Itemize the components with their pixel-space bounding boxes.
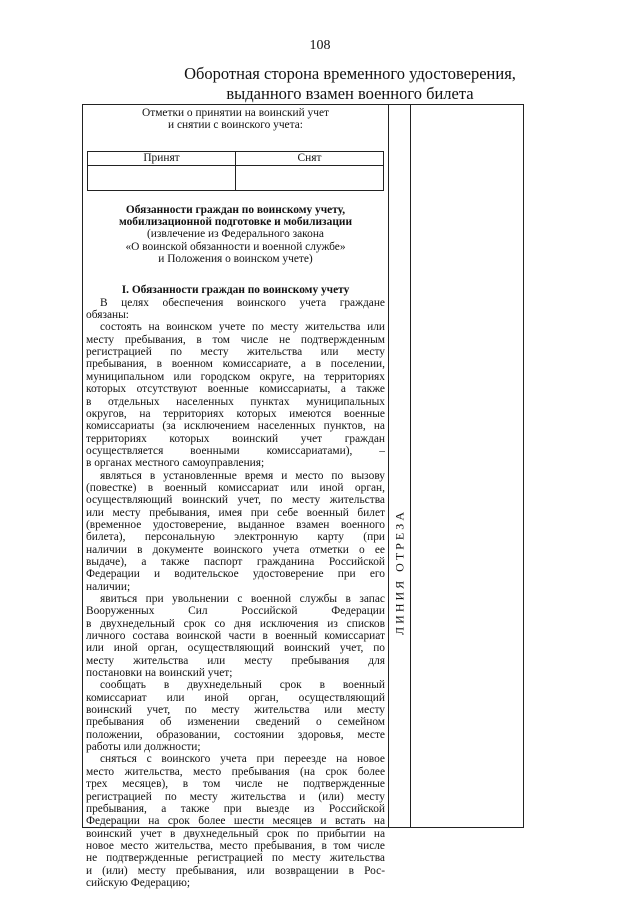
paragraph-line: явиться при увольнении с военной службы в запас (100, 593, 385, 605)
registration-marks-title (86, 107, 385, 132)
cut-column-right-border (410, 105, 411, 827)
duties-source-line-1: (извлечение из Федерального закона (147, 228, 324, 241)
duty-paragraph (86, 679, 385, 753)
duties-source-line-2: «О воинской обязанности и военной службе» (125, 240, 346, 253)
duty-paragraph (86, 753, 385, 889)
paragraph-line: осуществляется военными комиссариатами), – (86, 444, 385, 457)
paragraph-line: пребывания, в военном комиссариате, а в поселении, (86, 358, 385, 371)
document-frame (82, 104, 524, 889)
paragraph-line: или месту пребывания, имея при себе военный билет (86, 506, 385, 519)
page-heading (160, 64, 540, 104)
paragraph-line: (временное удостоверение, выданное взамен военного (86, 518, 385, 531)
paragraph-line: сийскую Федерацию; (86, 876, 191, 889)
paragraph-line: воинский учет, по месту жительства или месту (86, 704, 385, 717)
paragraph-line: пребывания, а также при выезде из Российской (86, 802, 385, 815)
registration-marks-table (87, 151, 384, 191)
paragraph-line: сняться с воинского учета при переезде на новое (100, 753, 385, 766)
paragraph-line: обязаны: (86, 309, 129, 322)
page-number: 108 (309, 38, 331, 53)
duties-title-line-1: Обязанности граждан по воинскому учету, (125, 203, 346, 216)
paragraph-line: регистрацией по месту жительства и (или) месту (86, 790, 385, 803)
paragraph-line: постановки на воинский учет; (86, 667, 233, 680)
paragraph-line: наличии в документе воинского учета отметки о ее (86, 543, 385, 556)
removed-entry-cell (236, 165, 384, 190)
paragraph-line: Федерации на срок более шести месяцев и встать на (86, 815, 385, 828)
paragraph-line: новое место жительства, место пребывания, в том числе (86, 839, 385, 852)
paragraph-line: Вооруженных Сил Российской Федерации (86, 605, 385, 618)
paragraph-line: округов, на территориях которых имеются военные (86, 407, 385, 420)
column-accepted-header: Принят (88, 151, 236, 165)
paragraph-line: выдаче), а также паспорт гражданина Российской (86, 555, 385, 568)
paragraph-line: и (или) месту пребывания, или возвращении в Рос- (86, 864, 385, 877)
paragraph-line: регистрацией по месту жительства или месту (86, 346, 385, 359)
paragraph-line: территориях которых воинский учет граждан (86, 432, 385, 445)
registration-marks-title-line-1: Отметки о принятии на воинский учет (142, 107, 329, 119)
duties-paragraphs (86, 297, 385, 890)
paragraph-line: В целях обеспечения воинского учета граждане (100, 296, 385, 309)
duties-heading (86, 204, 385, 266)
paragraph-line: месту пребывания, в том числе не подтвержденным (86, 333, 385, 346)
duty-paragraph (86, 470, 385, 593)
registration-marks-title-line-2: и снятии с воинского учета: (168, 119, 303, 132)
paragraph-line: месту жительства или месту пребывания для (86, 654, 385, 667)
paragraph-line: или иной орган, осуществляющий воинский учет, по (86, 642, 385, 655)
duty-paragraph (86, 321, 385, 469)
paragraph-line: билета), персональную электронную карту (при (86, 531, 385, 544)
paragraph-line: осуществляющий воинский учет, по месту жительства (86, 494, 385, 507)
paragraph-line: место жительства, место пребывания (на срок более (86, 765, 385, 778)
paragraph-line: не подтвержденные регистрацией по месту жительства (86, 852, 385, 865)
paragraph-line: трех месяцев), в том числе не подтвержденные (86, 778, 385, 791)
paragraph-line: которых отсутствуют военные комиссариаты, а также (86, 383, 385, 396)
duties-title-line-2: мобилизационной подготовке и мобилизации (118, 216, 353, 229)
paragraph-line: сообщать в двухнедельный срок в военный (100, 679, 385, 692)
paragraph-line: Федерации и водительское удостоверение при его (86, 568, 385, 581)
paragraph-line: в двухнедельный срок со дня исключения из списков (86, 617, 385, 630)
paragraph-line: пребывания об изменении сведений о семейном (86, 716, 385, 729)
paragraph-line: наличии; (86, 580, 131, 593)
paragraph-line: состоять на воинском учете по месту жительства или (100, 321, 385, 334)
column-removed-header: Снят (236, 151, 384, 165)
paragraph-line: (повестке) в военный комиссариат или иной орган, (86, 481, 385, 494)
paragraph-line: положении, образовании, состоянии здоровья, месте (86, 728, 385, 741)
paragraph-line: в органах местного самоуправления; (86, 457, 265, 470)
paragraph-line: воинский учет в двухнедельный срок по прибытии на (86, 827, 385, 840)
duty-paragraph (86, 297, 385, 322)
registration-marks-blank-row (88, 165, 384, 190)
paragraph-line: личного состава воинской части в военный комиссариат (86, 630, 385, 643)
paragraph-line: работы или должности; (86, 741, 201, 754)
registration-marks-header-row (88, 151, 384, 165)
duties-source-line-3: и Положения о воинском учете) (158, 253, 313, 266)
main-text-column (86, 107, 385, 889)
cut-line-column (389, 105, 410, 827)
page-heading-line-1: Оборотная сторона временного удостоверения, (184, 64, 516, 83)
paragraph-line: муниципальном или городском округе, на территориях (86, 370, 385, 383)
paragraph-line: комиссариат или иной орган, осуществляющий (86, 691, 385, 704)
paragraph-line: являться в установленные время и место по вызову (100, 469, 385, 482)
paragraph-line: в отдельных населенных пунктах муниципальных (86, 395, 385, 408)
paragraph-line: комиссариаты (за исключением населенных пунктов, на (86, 420, 385, 433)
cut-line-label: ЛИНИЯ ОТРЕЗА (392, 509, 406, 635)
section-title: I. Обязанности граждан по воинскому учету (121, 284, 350, 297)
accepted-entry-cell (88, 165, 236, 190)
page-heading-line-2: выданного взамен военного билета (226, 84, 474, 103)
duty-paragraph (86, 593, 385, 679)
